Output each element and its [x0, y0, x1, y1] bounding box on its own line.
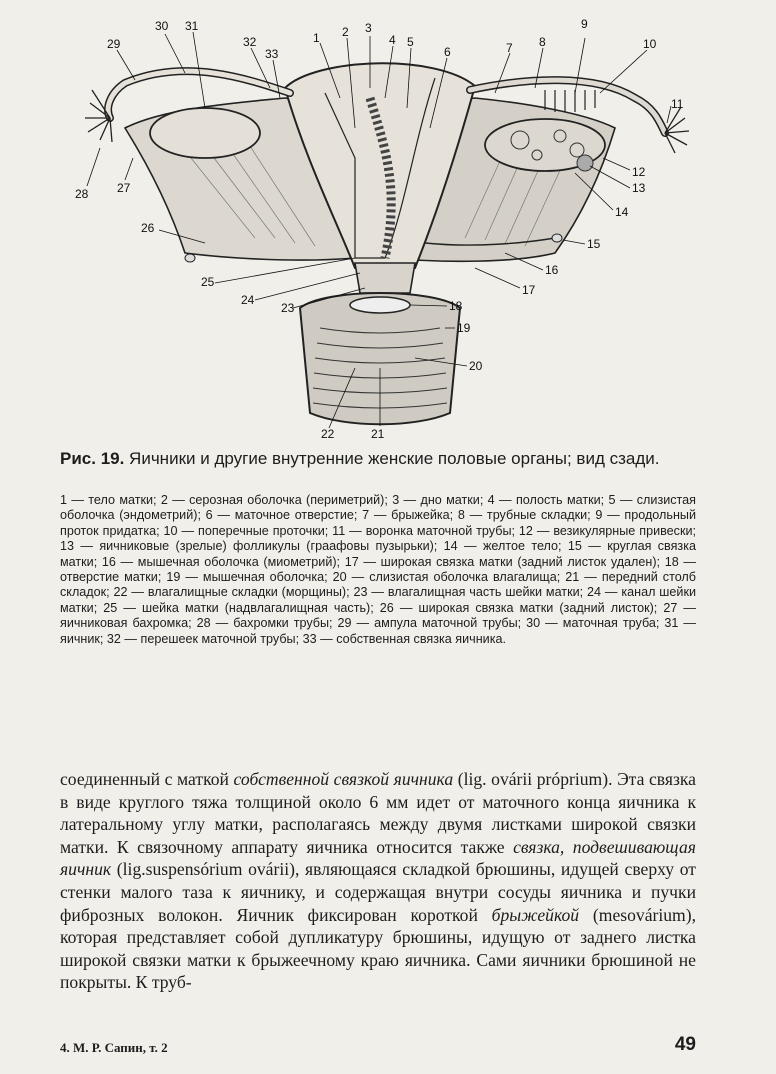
figure-legend: 1 — тело матки; 2 — серозная оболочка (периметрий); 3 — дно матки; 4 — полость матки; 5 — слизистая оболочка (эндометрий); 6 — маточное отверстие; 7 — брыжейка; 8 — трубные складки; 9 — продольный проток придатка; 10 — поперечные проточки; 11 — воронка маточной трубы; 12 — везикулярные привески; 13 — яичниковые (зрелые) фолликулы (граафовы пузырьки); 14 — желтое тело; 15 — круглая связка матки; 16 — мышечная оболочка (миометрий); 17 — широкая связка матки (задний листок удален); 18 — отверстие матки; 19 — мышечная оболочка; 20 — слизистая оболочка влагалища; 21 — передний столб складок; 22 — влагалищные складки (морщины); 23 — влагалищная часть шейки матки; 24 — канал шейки матки; 25 — шейка матки (надвлагалищная часть); 26 — широкая связка матки (задний листок); 27 — яичниковая бахромка; 28 — бахромки трубы; 29 — ампула маточной трубы; 30 — маточная труба; 31 — яичник; 32 — перешеек маточной трубы; 33 — собственная связка яичника.	[60, 493, 696, 646]
figure-caption	[60, 448, 700, 469]
body-text-3: (lig.suspensórium ovárii), являющаяся складкой брюшины, идущей сверху от стенки малого таза к яичнику, и содержащая внутри сосуды яичника и пучки фиброзных волокон. Яичник фиксирован короткой	[60, 859, 696, 925]
figure-label-20: 20	[469, 359, 483, 373]
anatomical-figure	[55, 8, 705, 440]
round-ligament-end	[552, 234, 562, 242]
figure-label-5: 5	[407, 35, 414, 49]
body-paragraph	[60, 768, 696, 994]
figure-label-29: 29	[107, 37, 121, 51]
figure-label-1: 1	[313, 31, 320, 45]
figure-label-28: 28	[75, 187, 89, 201]
figure-label-18: 18	[449, 299, 463, 313]
term-ovary-ligament: собственной связкой яичника	[233, 769, 454, 789]
term-suspensory-ligament: связка, подвешивающая яичник	[60, 836, 696, 880]
figure-label-15: 15	[587, 237, 601, 251]
figure-label-4: 4	[389, 33, 396, 47]
body-text-1: соединенный с маткой	[60, 769, 234, 789]
body-text-2: (lig. ovárii próprium). Эта связка в виде круглого тяжа толщиной около 6 мм идет от маточного конца яичника к латеральному углу матки, располагаясь между двумя листками широкой связки матки. К связочному аппарату яичника относится также	[60, 769, 696, 857]
figure-label-25: 25	[201, 275, 215, 289]
figure-label-21: 21	[371, 427, 385, 440]
external-os	[350, 297, 410, 313]
figure-label-12: 12	[632, 165, 646, 179]
figure-number: Рис. 19.	[60, 449, 125, 468]
figure-label-11: 11	[671, 97, 684, 111]
figure-label-31: 31	[185, 19, 199, 33]
figure-label-33: 33	[265, 47, 279, 61]
footer-signature: 4. М. Р. Сапин, т. 2	[60, 1040, 168, 1055]
figure-label-32: 32	[243, 35, 257, 49]
figure-label-22: 22	[321, 427, 335, 440]
figure-label-10: 10	[643, 37, 657, 51]
figure-label-8: 8	[539, 35, 546, 49]
figure-label-23: 23	[281, 301, 295, 315]
fimbriae-right	[665, 107, 689, 153]
ovary-left	[150, 108, 260, 158]
figure-label-30: 30	[155, 19, 169, 33]
figure-label-2: 2	[342, 25, 349, 39]
figure-label-24: 24	[241, 293, 255, 307]
anatomy-illustration	[55, 8, 705, 440]
body-text-4: (mesovárium), которая представляет собой дупликатуру брюшины, идущую от заднего листка широкой связки матки к брыжеечному краю яичника. Сами яичники брюшиной не покрыты. К труб-	[60, 904, 696, 993]
figure-label-19: 19	[457, 321, 471, 335]
left-ligament-end	[185, 254, 195, 262]
figure-label-26: 26	[141, 221, 155, 235]
page-number: 49	[674, 1034, 696, 1055]
caption-text: Яичники и другие внутренние женские половые органы; вид сзади.	[124, 449, 660, 468]
figure-label-13: 13	[632, 181, 646, 195]
figure-label-17: 17	[522, 283, 536, 297]
term-mesovarium: брыжейкой	[491, 904, 580, 925]
figure-label-3: 3	[365, 21, 372, 35]
figure-label-14: 14	[615, 205, 629, 219]
figure-label-7: 7	[506, 41, 513, 55]
figure-label-27: 27	[117, 181, 131, 195]
figure-label-6: 6	[444, 45, 451, 59]
figure-label-16: 16	[545, 263, 559, 277]
figure-label-9: 9	[581, 17, 588, 31]
